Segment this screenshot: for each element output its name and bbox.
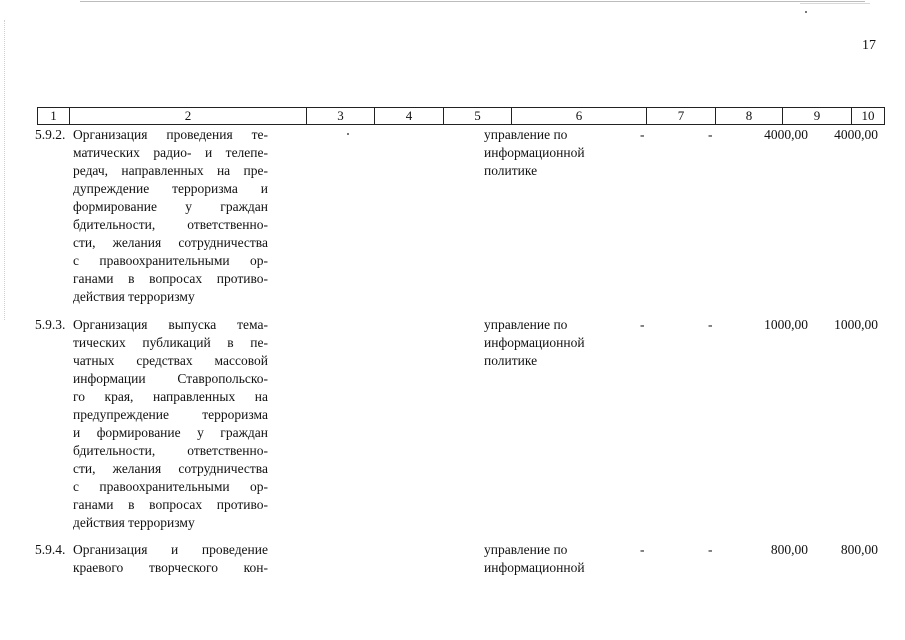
- col7-value: -: [640, 127, 645, 142]
- item-executor: управление по информационной политике: [484, 317, 585, 368]
- item-number: 5.9.3.: [35, 317, 66, 332]
- col8-value: -: [708, 542, 713, 557]
- item-executor: управление по информационной: [484, 542, 585, 575]
- column-number: 7: [647, 108, 716, 125]
- scan-edge-line: [4, 20, 5, 320]
- col9-value: 1000,00: [764, 317, 808, 332]
- column-number: 6: [512, 108, 647, 125]
- column-number: 9: [783, 108, 852, 125]
- scan-speck: [347, 133, 349, 135]
- item-description: Организация и проведение краевого творческого кон-: [73, 542, 268, 575]
- scan-edge-line: [800, 3, 870, 4]
- scan-speck: [805, 11, 807, 13]
- column-number: 3: [307, 108, 375, 125]
- col9-value: 800,00: [770, 542, 808, 557]
- column-number: 8: [716, 108, 783, 125]
- col10-value: 800,00: [840, 542, 878, 557]
- column-number: 5: [444, 108, 512, 125]
- col10-value: 4000,00: [834, 127, 878, 142]
- scan-edge-line: [80, 1, 865, 2]
- item-number: 5.9.2.: [35, 127, 66, 142]
- col8-value: -: [708, 317, 713, 332]
- item-number: 5.9.4.: [35, 542, 66, 557]
- column-number: 1: [38, 108, 70, 125]
- item-description: Организация проведения те- матических радио- и телепе- редач, направленных на пре- дупреждение терроризма и формирование у граждан бдительности, ответственно- сти, желания сотрудничества с правоохранительными ор- ганами в вопросах противо- действия терроризму: [73, 127, 268, 304]
- column-number: 10: [852, 108, 885, 125]
- col8-value: -: [708, 127, 713, 142]
- col7-value: -: [640, 542, 645, 557]
- col7-value: -: [640, 317, 645, 332]
- item-description: Организация выпуска тема- тических публикаций в пе- чатных средствах массовой информации Ставропольско- го края, направленных на предупреждение терроризма и формирование у граждан бдительности, ответственно- сти, желания сотрудничества с правоохранительными ор- ганами в вопросах противо- действия терроризму: [73, 317, 268, 530]
- column-number: 2: [70, 108, 307, 125]
- column-number-header: [37, 107, 885, 125]
- page-number: 17: [862, 38, 876, 53]
- col9-value: 4000,00: [764, 127, 808, 142]
- item-executor: управление по информационной политике: [484, 127, 585, 178]
- col10-value: 1000,00: [834, 317, 878, 332]
- column-number: 4: [375, 108, 444, 125]
